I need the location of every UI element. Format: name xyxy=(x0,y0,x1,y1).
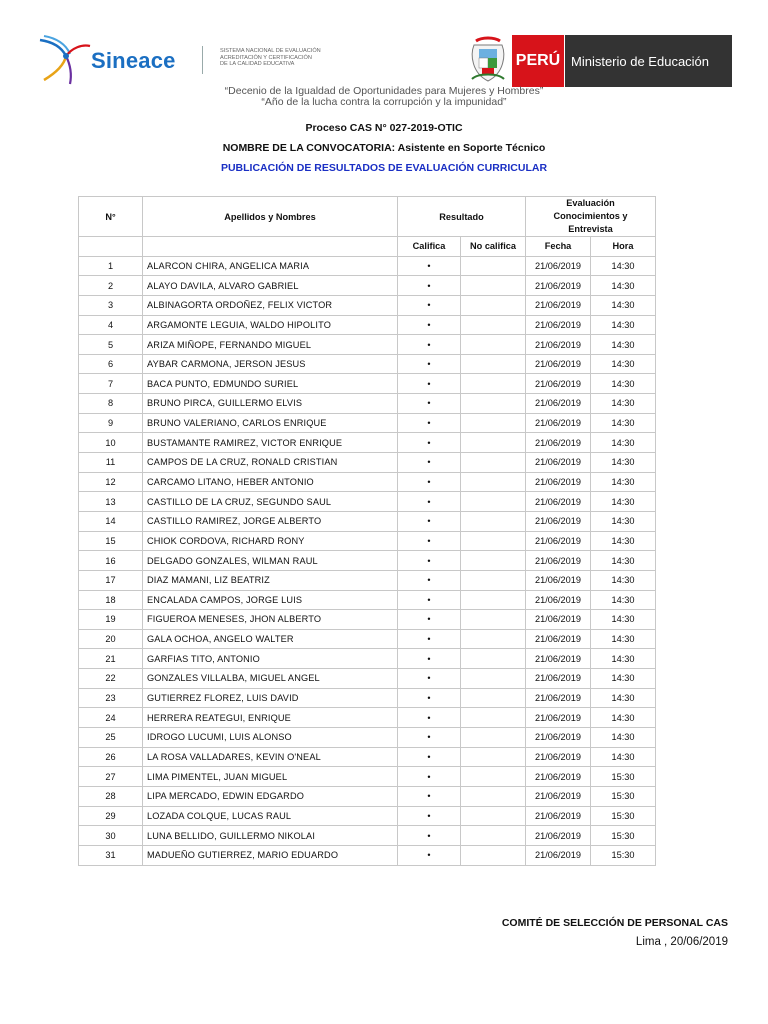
no-califica-cell xyxy=(461,590,526,610)
califica-cell: • xyxy=(398,786,461,806)
sineace-logo-icon xyxy=(36,34,94,86)
table-row xyxy=(79,747,656,767)
table-row xyxy=(79,374,656,394)
no-califica-cell xyxy=(461,610,526,630)
row-number-cell: 19 xyxy=(79,610,143,630)
califica-cell: • xyxy=(398,511,461,531)
hora-cell: 14:30 xyxy=(591,315,656,335)
table-row xyxy=(79,806,656,826)
table-row xyxy=(79,629,656,649)
califica-cell: • xyxy=(398,551,461,571)
applicant-name-cell: GONZALES VILLALBA, MIGUEL ANGEL xyxy=(143,669,398,689)
applicant-name-cell: LOZADA COLQUE, LUCAS RAUL xyxy=(143,806,398,826)
sineace-subtitle-line: SISTEMA NACIONAL DE EVALUACIÓN xyxy=(220,48,321,54)
row-number-cell: 18 xyxy=(79,590,143,610)
hora-cell: 14:30 xyxy=(591,728,656,748)
califica-cell: • xyxy=(398,629,461,649)
no-califica-cell xyxy=(461,688,526,708)
hora-cell: 14:30 xyxy=(591,374,656,394)
row-number-cell: 8 xyxy=(79,394,143,414)
applicant-name-cell: LIMA PIMENTEL, JUAN MIGUEL xyxy=(143,767,398,787)
header-evaluacion-line: Entrevista xyxy=(568,224,613,234)
califica-cell: • xyxy=(398,610,461,630)
table-row xyxy=(79,786,656,806)
row-number-cell: 15 xyxy=(79,531,143,551)
hora-cell: 15:30 xyxy=(591,806,656,826)
anio-line: “Año de la lucha contra la corrupción y la impunidad” xyxy=(261,96,507,108)
hora-cell: 15:30 xyxy=(591,786,656,806)
no-califica-cell xyxy=(461,315,526,335)
applicant-name-cell: ENCALADA CAMPOS, JORGE LUIS xyxy=(143,590,398,610)
row-number-cell: 25 xyxy=(79,728,143,748)
fecha-cell: 21/06/2019 xyxy=(526,826,591,846)
results-table xyxy=(78,196,656,866)
applicant-name-cell: FIGUEROA MENESES, JHON ALBERTO xyxy=(143,610,398,630)
document-titles xyxy=(0,122,768,174)
fecha-cell: 21/06/2019 xyxy=(526,610,591,630)
table-row xyxy=(79,669,656,689)
table-row xyxy=(79,472,656,492)
fecha-cell: 21/06/2019 xyxy=(526,256,591,276)
sineace-subtitle-line: ACREDITACIÓN Y CERTIFICACIÓN xyxy=(220,54,312,61)
row-number-cell: 28 xyxy=(79,786,143,806)
califica-cell: • xyxy=(398,570,461,590)
row-number-cell: 5 xyxy=(79,335,143,355)
table-row xyxy=(79,551,656,571)
decenio-line: “Decenio de la Igualdad de Oportunidades para Mujeres y Hombres” xyxy=(224,85,544,97)
peru-coat-of-arms-icon xyxy=(466,35,510,87)
hora-cell: 14:30 xyxy=(591,394,656,414)
califica-cell: • xyxy=(398,453,461,473)
hora-cell: 14:30 xyxy=(591,433,656,453)
applicant-name-cell: CASTILLO RAMIREZ, JORGE ALBERTO xyxy=(143,511,398,531)
table-row xyxy=(79,728,656,748)
table-row xyxy=(79,315,656,335)
table-row xyxy=(79,276,656,296)
sineace-subtitle xyxy=(220,48,360,68)
header-resultado: Resultado xyxy=(398,197,526,237)
fecha-cell: 21/06/2019 xyxy=(526,708,591,728)
row-number-cell: 1 xyxy=(79,256,143,276)
applicant-name-cell: LUNA BELLIDO, GUILLERMO NIKOLAI xyxy=(143,826,398,846)
hora-cell: 14:30 xyxy=(591,276,656,296)
califica-cell: • xyxy=(398,413,461,433)
header-num: N° xyxy=(79,197,143,237)
row-number-cell: 29 xyxy=(79,806,143,826)
table-header-row xyxy=(79,197,656,237)
fecha-cell: 21/06/2019 xyxy=(526,413,591,433)
applicant-name-cell: ARIZA MIÑOPE, FERNANDO MIGUEL xyxy=(143,335,398,355)
fecha-cell: 21/06/2019 xyxy=(526,845,591,865)
publicacion-title: PUBLICACIÓN DE RESULTADOS DE EVALUACIÓN CURRICULAR xyxy=(220,162,548,174)
califica-cell: • xyxy=(398,826,461,846)
applicant-name-cell: IDROGO LUCUMI, LUIS ALONSO xyxy=(143,728,398,748)
fecha-cell: 21/06/2019 xyxy=(526,511,591,531)
applicant-name-cell: HERRERA REATEGUI, ENRIQUE xyxy=(143,708,398,728)
no-califica-cell xyxy=(461,806,526,826)
fecha-cell: 21/06/2019 xyxy=(526,806,591,826)
table-row xyxy=(79,767,656,787)
no-califica-cell xyxy=(461,747,526,767)
applicant-name-cell: LIPA MERCADO, EDWIN EDGARDO xyxy=(143,786,398,806)
fecha-cell: 21/06/2019 xyxy=(526,590,591,610)
fecha-cell: 21/06/2019 xyxy=(526,551,591,571)
califica-cell: • xyxy=(398,747,461,767)
fecha-cell: 21/06/2019 xyxy=(526,354,591,374)
row-number-cell: 22 xyxy=(79,669,143,689)
applicant-name-cell: BRUNO PIRCA, GUILLERMO ELVIS xyxy=(143,394,398,414)
applicant-name-cell: ALAYO DAVILA, ALVARO GABRIEL xyxy=(143,276,398,296)
applicant-name-cell: BRUNO VALERIANO, CARLOS ENRIQUE xyxy=(143,413,398,433)
no-califica-cell xyxy=(461,276,526,296)
table-row xyxy=(79,354,656,374)
califica-cell: • xyxy=(398,394,461,414)
applicant-name-cell: GARFIAS TITO, ANTONIO xyxy=(143,649,398,669)
no-califica-cell xyxy=(461,845,526,865)
subheader-fecha: Fecha xyxy=(526,237,591,257)
califica-cell: • xyxy=(398,315,461,335)
hora-cell: 14:30 xyxy=(591,649,656,669)
hora-cell: 14:30 xyxy=(591,688,656,708)
row-number-cell: 6 xyxy=(79,354,143,374)
applicant-name-cell: ARGAMONTE LEGUIA, WALDO HIPOLITO xyxy=(143,315,398,335)
fecha-cell: 21/06/2019 xyxy=(526,531,591,551)
logo-divider xyxy=(202,46,203,74)
applicant-name-cell: CASTILLO DE LA CRUZ, SEGUNDO SAUL xyxy=(143,492,398,512)
applicant-name-cell: GALA OCHOA, ANGELO WALTER xyxy=(143,629,398,649)
fecha-cell: 21/06/2019 xyxy=(526,433,591,453)
row-number-cell: 30 xyxy=(79,826,143,846)
fecha-cell: 21/06/2019 xyxy=(526,688,591,708)
califica-cell: • xyxy=(398,590,461,610)
califica-cell: • xyxy=(398,374,461,394)
no-califica-cell xyxy=(461,786,526,806)
applicant-name-cell: BACA PUNTO, EDMUNDO SURIEL xyxy=(143,374,398,394)
hora-cell: 14:30 xyxy=(591,256,656,276)
subheader-no-califica: No califica xyxy=(461,237,526,257)
hora-cell: 14:30 xyxy=(591,708,656,728)
hora-cell: 14:30 xyxy=(591,531,656,551)
hora-cell: 14:30 xyxy=(591,511,656,531)
peru-label: PERÚ xyxy=(512,35,564,87)
applicant-name-cell: LA ROSA VALLADARES, KEVIN O'NEAL xyxy=(143,747,398,767)
no-califica-cell xyxy=(461,826,526,846)
row-number-cell: 11 xyxy=(79,453,143,473)
row-number-cell: 23 xyxy=(79,688,143,708)
document-header xyxy=(36,30,732,90)
hora-cell: 14:30 xyxy=(591,629,656,649)
results-table-body xyxy=(79,256,656,865)
table-row xyxy=(79,590,656,610)
applicant-name-cell: CHIOK CORDOVA, RICHARD RONY xyxy=(143,531,398,551)
hora-cell: 14:30 xyxy=(591,570,656,590)
applicant-name-cell: BUSTAMANTE RAMIREZ, VICTOR ENRIQUE xyxy=(143,433,398,453)
fecha-cell: 21/06/2019 xyxy=(526,747,591,767)
fecha-cell: 21/06/2019 xyxy=(526,374,591,394)
no-califica-cell xyxy=(461,354,526,374)
row-number-cell: 21 xyxy=(79,649,143,669)
row-number-cell: 17 xyxy=(79,570,143,590)
table-row xyxy=(79,826,656,846)
fecha-cell: 21/06/2019 xyxy=(526,335,591,355)
table-row xyxy=(79,511,656,531)
califica-cell: • xyxy=(398,669,461,689)
applicant-name-cell: GUTIERREZ FLOREZ, LUIS DAVID xyxy=(143,688,398,708)
table-row xyxy=(79,845,656,865)
header-evaluacion-line: Evaluación xyxy=(566,198,615,208)
header-nombres: Apellidos y Nombres xyxy=(143,197,398,237)
decenio-text xyxy=(0,86,768,108)
hora-cell: 14:30 xyxy=(591,551,656,571)
table-row xyxy=(79,295,656,315)
subheader-hora: Hora xyxy=(591,237,656,257)
row-number-cell: 26 xyxy=(79,747,143,767)
fecha-cell: 21/06/2019 xyxy=(526,453,591,473)
fecha-cell: 21/06/2019 xyxy=(526,629,591,649)
table-row xyxy=(79,433,656,453)
row-number-cell: 4 xyxy=(79,315,143,335)
no-califica-cell xyxy=(461,256,526,276)
table-row xyxy=(79,335,656,355)
no-califica-cell xyxy=(461,728,526,748)
fecha-cell: 21/06/2019 xyxy=(526,649,591,669)
header-evaluacion-line: Conocimientos y xyxy=(553,211,628,221)
ministerio-label: Ministerio de Educación xyxy=(565,35,732,87)
row-number-cell: 3 xyxy=(79,295,143,315)
fecha-cell: 21/06/2019 xyxy=(526,276,591,296)
subheader-empty xyxy=(143,237,398,257)
applicant-name-cell: CAMPOS DE LA CRUZ, RONALD CRISTIAN xyxy=(143,453,398,473)
hora-cell: 14:30 xyxy=(591,354,656,374)
no-califica-cell xyxy=(461,767,526,787)
no-califica-cell xyxy=(461,708,526,728)
applicant-name-cell: AYBAR CARMONA, JERSON JESUS xyxy=(143,354,398,374)
convocatoria-title: NOMBRE DE LA CONVOCATORIA: Asistente en Soporte Técnico xyxy=(222,142,546,154)
califica-cell: • xyxy=(398,256,461,276)
government-logo-block xyxy=(466,35,732,87)
row-number-cell: 14 xyxy=(79,511,143,531)
califica-cell: • xyxy=(398,433,461,453)
fecha-cell: 21/06/2019 xyxy=(526,472,591,492)
row-number-cell: 2 xyxy=(79,276,143,296)
subheader-empty xyxy=(79,237,143,257)
califica-cell: • xyxy=(398,276,461,296)
hora-cell: 14:30 xyxy=(591,413,656,433)
no-califica-cell xyxy=(461,394,526,414)
subheader-califica: Califica xyxy=(398,237,461,257)
table-row xyxy=(79,394,656,414)
proceso-title: Proceso CAS N° 027-2019-OTIC xyxy=(305,122,463,134)
fecha-cell: 21/06/2019 xyxy=(526,315,591,335)
table-row xyxy=(79,453,656,473)
table-subheader-row xyxy=(79,237,656,257)
no-califica-cell xyxy=(461,433,526,453)
hora-cell: 15:30 xyxy=(591,767,656,787)
fecha-cell: 21/06/2019 xyxy=(526,295,591,315)
no-califica-cell xyxy=(461,335,526,355)
applicant-name-cell: CARCAMO LITANO, HEBER ANTONIO xyxy=(143,472,398,492)
hora-cell: 14:30 xyxy=(591,453,656,473)
no-califica-cell xyxy=(461,669,526,689)
table-row xyxy=(79,413,656,433)
no-califica-cell xyxy=(461,629,526,649)
califica-cell: • xyxy=(398,354,461,374)
no-califica-cell xyxy=(461,472,526,492)
hora-cell: 15:30 xyxy=(591,845,656,865)
sineace-brand-name: Sineace xyxy=(91,48,176,73)
fecha-cell: 21/06/2019 xyxy=(526,786,591,806)
califica-cell: • xyxy=(398,492,461,512)
applicant-name-cell: MADUEÑO GUTIERREZ, MARIO EDUARDO xyxy=(143,845,398,865)
no-califica-cell xyxy=(461,649,526,669)
row-number-cell: 9 xyxy=(79,413,143,433)
fecha-cell: 21/06/2019 xyxy=(526,394,591,414)
hora-cell: 14:30 xyxy=(591,590,656,610)
califica-cell: • xyxy=(398,295,461,315)
table-row xyxy=(79,570,656,590)
fecha-cell: 21/06/2019 xyxy=(526,570,591,590)
no-califica-cell xyxy=(461,570,526,590)
fecha-cell: 21/06/2019 xyxy=(526,767,591,787)
hora-cell: 14:30 xyxy=(591,335,656,355)
row-number-cell: 20 xyxy=(79,629,143,649)
califica-cell: • xyxy=(398,531,461,551)
no-califica-cell xyxy=(461,374,526,394)
table-row xyxy=(79,531,656,551)
no-califica-cell xyxy=(461,295,526,315)
sineace-subtitle-line: DE LA CALIDAD EDUCATIVA xyxy=(220,61,295,68)
califica-cell: • xyxy=(398,845,461,865)
fecha-cell: 21/06/2019 xyxy=(526,669,591,689)
hora-cell: 14:30 xyxy=(591,747,656,767)
committee-signature: COMITÉ DE SELECCIÓN DE PERSONAL CAS xyxy=(501,917,728,929)
table-row xyxy=(79,492,656,512)
hora-cell: 14:30 xyxy=(591,295,656,315)
table-row xyxy=(79,610,656,630)
no-califica-cell xyxy=(461,492,526,512)
applicant-name-cell: DELGADO GONZALES, WILMAN RAUL xyxy=(143,551,398,571)
hora-cell: 14:30 xyxy=(591,669,656,689)
no-califica-cell xyxy=(461,531,526,551)
row-number-cell: 10 xyxy=(79,433,143,453)
hora-cell: 14:30 xyxy=(591,492,656,512)
califica-cell: • xyxy=(398,335,461,355)
fecha-cell: 21/06/2019 xyxy=(526,728,591,748)
fecha-cell: 21/06/2019 xyxy=(526,492,591,512)
hora-cell: 14:30 xyxy=(591,610,656,630)
applicant-name-cell: DIAZ MAMANI, LIZ BEATRIZ xyxy=(143,570,398,590)
row-number-cell: 7 xyxy=(79,374,143,394)
row-number-cell: 12 xyxy=(79,472,143,492)
califica-cell: • xyxy=(398,767,461,787)
row-number-cell: 27 xyxy=(79,767,143,787)
no-califica-cell xyxy=(461,453,526,473)
califica-cell: • xyxy=(398,806,461,826)
califica-cell: • xyxy=(398,472,461,492)
table-row xyxy=(79,649,656,669)
footer-date: Lima , 20/06/2019 xyxy=(635,936,728,948)
califica-cell: • xyxy=(398,708,461,728)
applicant-name-cell: ALBINAGORTA ORDOÑEZ, FELIX VICTOR xyxy=(143,295,398,315)
califica-cell: • xyxy=(398,688,461,708)
hora-cell: 14:30 xyxy=(591,472,656,492)
table-row xyxy=(79,708,656,728)
no-califica-cell xyxy=(461,511,526,531)
row-number-cell: 24 xyxy=(79,708,143,728)
califica-cell: • xyxy=(398,728,461,748)
row-number-cell: 16 xyxy=(79,551,143,571)
no-califica-cell xyxy=(461,551,526,571)
hora-cell: 15:30 xyxy=(591,826,656,846)
applicant-name-cell: ALARCON CHIRA, ANGELICA MARIA xyxy=(143,256,398,276)
row-number-cell: 13 xyxy=(79,492,143,512)
table-row xyxy=(79,688,656,708)
no-califica-cell xyxy=(461,413,526,433)
table-row xyxy=(79,256,656,276)
row-number-cell: 31 xyxy=(79,845,143,865)
califica-cell: • xyxy=(398,649,461,669)
header-evaluacion xyxy=(526,197,656,237)
